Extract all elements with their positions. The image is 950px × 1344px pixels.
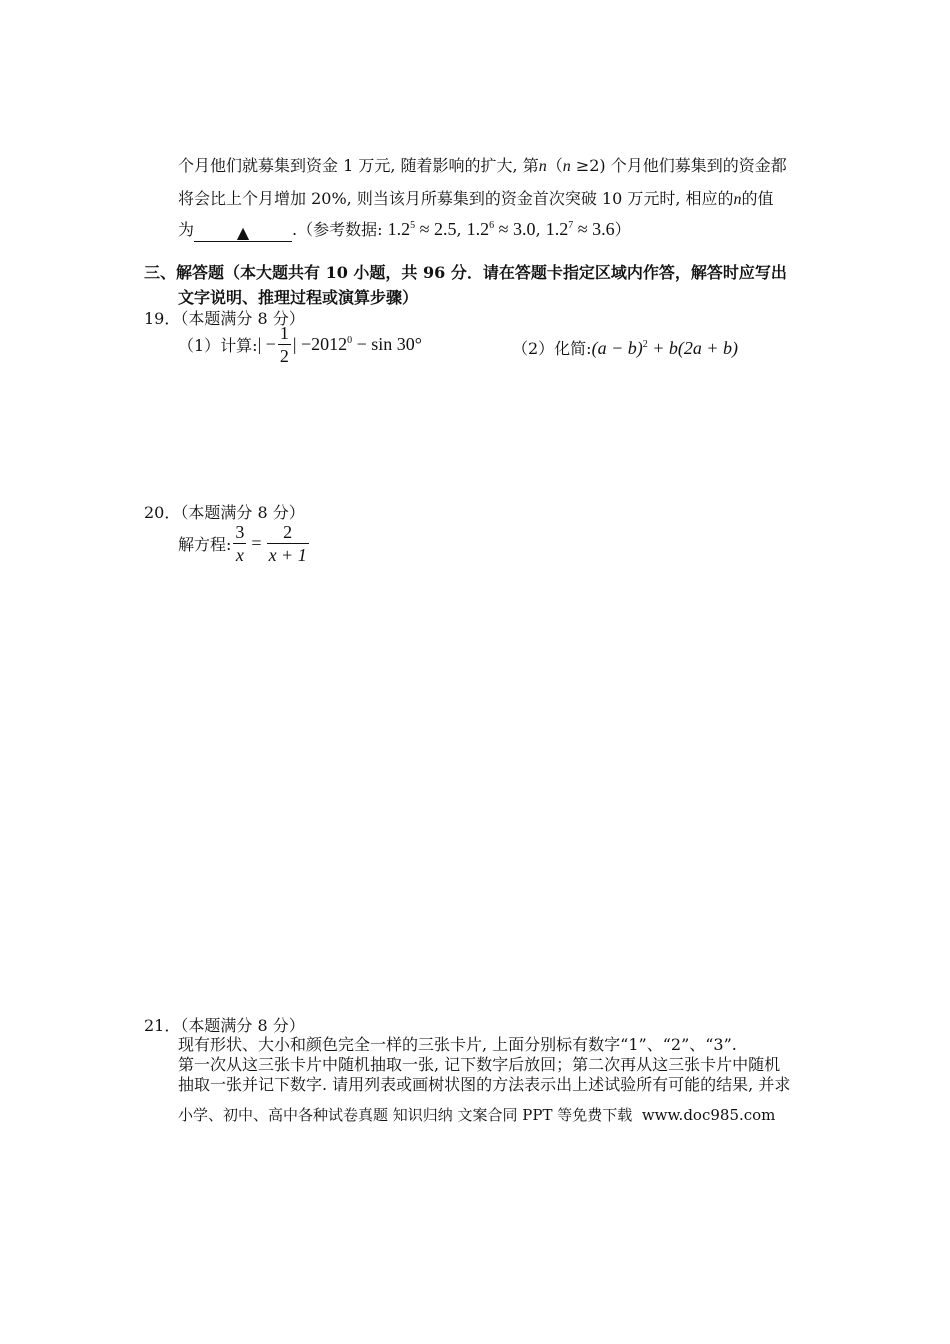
separator: , <box>456 220 462 239</box>
fraction-denominator: 2 <box>279 346 289 366</box>
n-variable: n <box>562 158 571 175</box>
fraction-numerator: 1 <box>279 323 289 343</box>
answer-blank <box>194 223 292 242</box>
footer <box>178 1104 775 1125</box>
q20-equation <box>178 521 311 566</box>
fraction-denominator: x + 1 <box>268 545 307 565</box>
q19-part1-label: （1）计算: <box>178 336 258 355</box>
q18-line2-text: 将会比上个月增加 20%, 则当该月所募集到的资金首次突破 10 万元时, 相应的 <box>178 189 734 208</box>
fraction-3-over-x <box>233 521 246 566</box>
abs-close-2012: | $-2012^0 - \sin 30^\circ$ <box>292 334 422 354</box>
q20-label: 解方程: <box>178 535 232 554</box>
q19-part2-expr: $(a - b)^2 + b(2a + b)$ <box>591 338 738 358</box>
q18-condition: ≥2) 个月他们募集到的资金都 <box>575 156 787 175</box>
q18-answer-prefix: 为 <box>178 220 195 239</box>
paren-close: ） <box>614 220 631 239</box>
q21-line3: 抽取一张并记下数字. 请用列表或画树状图的方法表示出上述试验所有可能的结果, 并求 <box>178 1075 791 1094</box>
fraction-2-over-x-plus-1 <box>267 521 309 566</box>
triangle-marker-icon: ▲ <box>236 223 250 242</box>
footer-url[interactable]: www.doc985.com <box>641 1106 776 1124</box>
q19-part1 <box>178 322 422 367</box>
q18-line3 <box>178 217 631 242</box>
fraction-numerator: 3 <box>235 522 245 542</box>
section3-heading-line1: 三、解答题（本大题共有 10 小题，共 96 分．请在答题卡指定区域内作答，解答时应写出 <box>144 263 787 282</box>
q20-header: 20．（本题满分 8 分） <box>144 503 305 522</box>
q19-header: 19．（本题满分 8 分） <box>144 309 305 328</box>
fraction-one-half <box>278 322 291 367</box>
fraction-numerator: 2 <box>283 522 293 542</box>
ref-data-3: $1.2^7 \approx 3.6$ <box>545 219 615 239</box>
fraction-denominator: x <box>233 543 246 566</box>
ref-data-2: $1.2^6 \approx 3.0$ <box>466 219 536 239</box>
q21-line2: 第一次从这三张卡片中随机抽取一张, 记下数字后放回；第二次再从这三张卡片中随机 <box>178 1055 781 1074</box>
n-variable: n <box>538 158 547 175</box>
section3-heading-line2: 文字说明、推理过程或演算步骤） <box>178 288 419 307</box>
q21-header: 21．（本题满分 8 分） <box>144 1016 305 1035</box>
q18-line2 <box>178 186 774 209</box>
reference-label: .（参考数据: <box>292 220 383 239</box>
separator: , <box>535 220 541 239</box>
paren-open: （ <box>546 156 563 175</box>
ref-data-1: $1.2^5 \approx 2.5$ <box>387 219 457 239</box>
q18-line1-text: 个月他们就募集到资金 1 万元, 随着影响的扩大, 第 <box>178 156 539 175</box>
equals-sign: = <box>251 533 262 553</box>
abs-open: | − <box>257 334 276 354</box>
q21-line1: 现有形状、大小和颜色完全一样的三张卡片, 上面分别标有数字“1”、“2”、“3”. <box>178 1035 737 1054</box>
q18-line2-end: 的值 <box>741 189 774 208</box>
n-variable: n <box>733 191 742 208</box>
q19-part2 <box>512 336 738 359</box>
q19-part2-label: （2）化简: <box>512 339 592 358</box>
q18-line1 <box>178 153 787 176</box>
footer-text: 小学、初中、高中各种试卷真题 知识归纳 文案合同 PPT 等免费下载 <box>178 1106 633 1124</box>
